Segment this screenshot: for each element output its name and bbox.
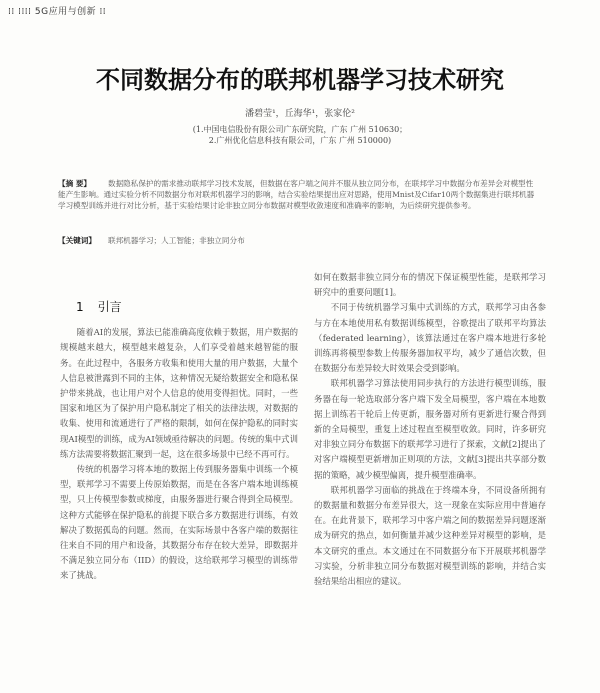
paper-title: 不同数据分布的联邦机器学习技术研究 — [96, 66, 504, 94]
body-paragraph: 联邦机器学习算法使用同步执行的方法进行模型训练，服务器在每一轮选取部分客户端下发全局模型，客户端在本地数据上训练若干轮后上传更新，服务器对所有更新进行聚合得到新的全局模型，重复上述过程直至模型收敛。同时，许多研究对非独立同分布数据下的联邦学习进行了探索，文献[2]提出了对客户端模型更新增加正则项的方法，文献[3]提出共享部分数据的策略，减少模型偏离，提升模型准确率。 — [314, 378, 546, 480]
keywords-label: 【关键词】 — [58, 236, 96, 245]
body-paragraph: 联邦机器学习面临的挑战在于终端本身，不同设备所拥有的数据量和数据分布差异很大，这一现象在实际应用中普遍存在。在此背景下，联邦学习中客户端之间的数据差异问题逐渐成为研究的热点，如何衡量并减少这种差异对模型的影响，是本文研究的重点。本文通过在不同数据分布下开展联邦机器学习实验，分析非独立同分布数据对模型训练的影响，并结合实验结果给出相应的建议。 — [314, 484, 546, 587]
abstract — [58, 178, 540, 211]
body-paragraph: 如何在数据非独立同分布的情况下保证模型性能，是联邦学习研究中的重要问题[1]。 — [314, 272, 546, 298]
affiliation-line: 2.广州优化信息科技有限公司，广东 广州 510000) — [208, 136, 392, 145]
paper-authors: 潘碧莹¹，丘海华¹，张家伦² — [245, 109, 355, 119]
abstract-label: 【摘 要】 — [58, 179, 92, 188]
body-paragraph: 不同于传统机器学习集中式训练的方式，联邦学习由各参与方在本地使用私有数据训练模型，谷歌提出了联邦平均算法（federated learning），该算法通过在客户端本地进行多轮训练再将模型参数上传服务器加权平均，减少了通信次数，但在数据分布差异较大时效果会受到影响。 — [314, 302, 546, 374]
right-column — [314, 270, 546, 589]
journal-header: ⁞⁞ ⁞⁞⁞⁞ 5G应用与创新 ⁞⁞ — [8, 7, 107, 17]
left-column — [60, 292, 298, 584]
section-heading — [76, 300, 298, 315]
section-title: 引言 — [97, 300, 122, 314]
abstract-text: 数据隐私保护的需求推动联邦学习技术发展，但数据在客户端之间并不服从独立同分布，在联邦学习中数据分布差异会对模型性能产生影响。通过实验分析不同数据分布对联邦机器学习的影响，结合实验结果提出应对思路，使用Mnist及Cifar10两个数据集进行联邦机器学习模型训练并进行对比分析，基于实验结果讨论非独立同分布数据对模型收敛速度和准确率的影响，为后续研究提供参考。 — [58, 179, 535, 210]
paper-affiliations — [0, 124, 600, 146]
keywords — [58, 235, 540, 246]
body-paragraph: 传统的机器学习将本地的数据上传到服务器集中训练一个模型，联邦学习不需要上传原始数据，而是在各客户端本地训练模型，只上传模型参数或梯度，由服务器进行聚合得到全局模型。这种方式能够在保护隐私的前提下联合多方数据进行训练，有效解决了数据孤岛的问题。然而，在实际场景中各客户端的数据往往来自不同的用户和设备，其数据分布存在较大差异，即数据并不满足独立同分布（IID）的假设，这给联邦学习模型的训练带来了挑战。 — [60, 464, 298, 581]
section-number: 1 — [76, 300, 84, 314]
affiliation-line: (1.中国电信股份有限公司广东研究院，广东 广州 510630； — [192, 125, 408, 134]
keywords-text: 联邦机器学习；人工智能；非独立同分布 — [108, 236, 245, 245]
body-paragraph: 随着AI的发展，算法已能准确高度依赖于数据，用户数据的规模越来越大，模型越来越复杂，人们享受着越来越智能的服务。在此过程中，各服务方收集和使用大量的用户数据，大量个人信息被泄露到不同的主体，这种情况无疑给数据安全和隐私保护带来挑战，也让用户对个人信息的使用变得担忧。同时，一些国家和地区为了保护用户隐私制定了相关的法律法规，对数据的收集、使用和流通进行了严格的限制，如何在保护隐私的同时实现AI模型的训练，成为AI领域亟待解决的问题。传统的集中式训练方法需要将数据汇聚到一起，这在很多场景中已经不再可行。 — [60, 327, 298, 459]
